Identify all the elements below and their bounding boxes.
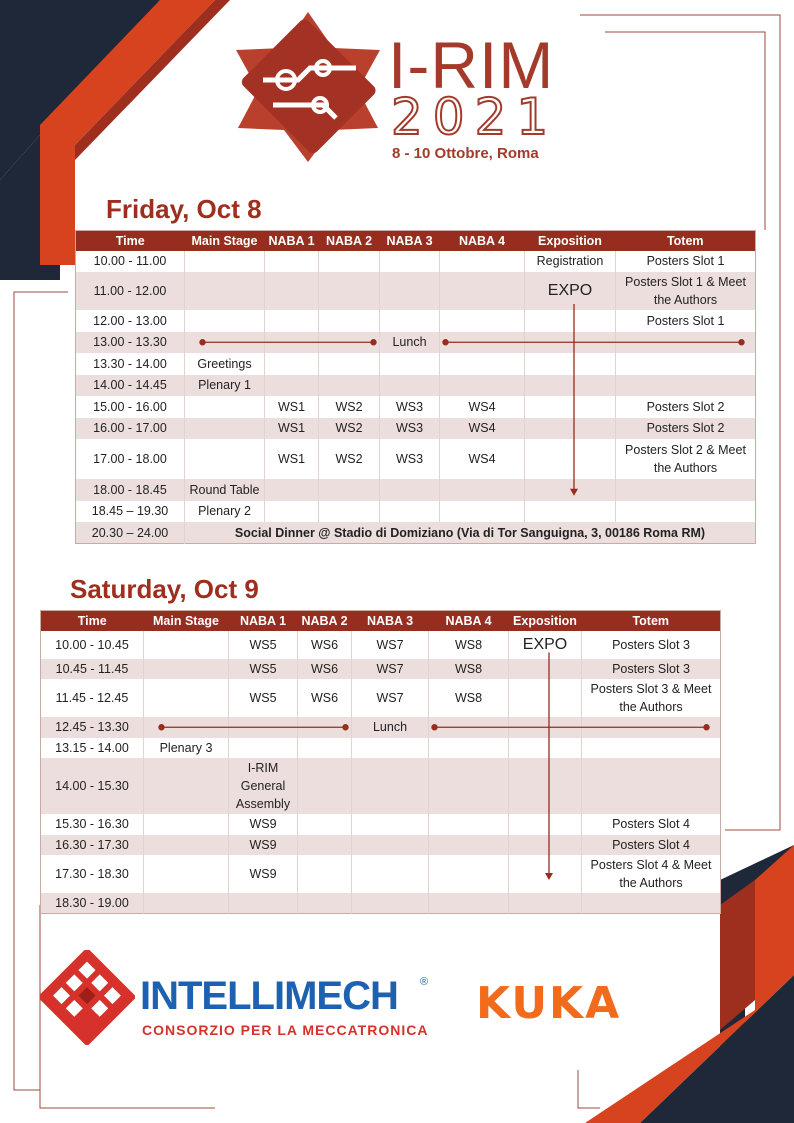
time-cell: 16.00 - 17.00 xyxy=(76,418,185,440)
session-cell: WS1 xyxy=(265,396,319,418)
session-cell: Plenary 2 xyxy=(185,501,265,523)
table-row xyxy=(41,855,721,893)
column-header-naba-1: NABA 1 xyxy=(265,231,319,251)
table-row xyxy=(41,893,721,914)
session-cell xyxy=(440,353,525,375)
table-row xyxy=(41,835,721,856)
intellimech-registered-mark: ® xyxy=(420,976,429,988)
session-cell xyxy=(380,310,440,332)
exposition-cell xyxy=(525,375,616,397)
table-row xyxy=(41,738,721,759)
table-row xyxy=(41,679,721,717)
exposition-cell xyxy=(525,353,616,375)
totem-cell xyxy=(616,501,756,523)
session-cell: Plenary 1 xyxy=(185,375,265,397)
time-cell: 13.30 - 14.00 xyxy=(76,353,185,375)
session-cell xyxy=(265,479,319,501)
empty-cell xyxy=(509,717,582,738)
table-row xyxy=(41,814,721,835)
column-header-naba-3: NABA 3 xyxy=(352,611,429,631)
time-cell: 12.45 - 13.30 xyxy=(41,717,144,738)
column-header-main-stage: Main Stage xyxy=(144,611,229,631)
exposition-cell xyxy=(509,659,582,680)
session-cell xyxy=(185,272,265,310)
session-cell xyxy=(144,631,229,659)
session-cell xyxy=(380,272,440,310)
time-cell: 14.00 - 15.30 xyxy=(41,758,144,814)
friday-title: Friday, Oct 8 xyxy=(106,194,262,224)
empty-cell xyxy=(525,332,616,354)
time-cell: 14.00 - 14.45 xyxy=(76,375,185,397)
exposition-cell xyxy=(525,439,616,479)
session-cell xyxy=(229,738,298,759)
session-cell xyxy=(265,310,319,332)
time-cell: 10.00 - 10.45 xyxy=(41,631,144,659)
column-header-naba-2: NABA 2 xyxy=(298,611,352,631)
empty-cell xyxy=(616,332,756,354)
table-row xyxy=(76,522,756,544)
table-row xyxy=(76,375,756,397)
time-cell: 18.00 - 18.45 xyxy=(76,479,185,501)
session-cell: WS5 xyxy=(229,631,298,659)
time-cell: 13.00 - 13.30 xyxy=(76,332,185,354)
time-cell: 18.30 - 19.00 xyxy=(41,893,144,914)
exposition-cell xyxy=(525,310,616,332)
empty-cell xyxy=(265,332,319,354)
totem-cell: Posters Slot 1 xyxy=(616,251,756,273)
totem-cell xyxy=(616,353,756,375)
session-cell xyxy=(440,272,525,310)
session-cell xyxy=(429,855,509,893)
session-cell: WS9 xyxy=(229,855,298,893)
totem-cell: Posters Slot 4 xyxy=(582,835,721,856)
session-cell: WS4 xyxy=(440,418,525,440)
column-header-naba-2: NABA 2 xyxy=(319,231,380,251)
session-cell: Round Table xyxy=(185,479,265,501)
column-header-totem: Totem xyxy=(582,611,721,631)
exposition-cell xyxy=(509,679,582,717)
time-cell: 11.00 - 12.00 xyxy=(76,272,185,310)
exposition-cell: Registration xyxy=(525,251,616,273)
session-cell xyxy=(265,353,319,375)
exposition-cell: EXPO xyxy=(509,631,582,659)
table-row xyxy=(76,479,756,501)
session-cell: WS3 xyxy=(380,418,440,440)
session-cell xyxy=(265,272,319,310)
exposition-cell xyxy=(509,893,582,914)
exposition-cell xyxy=(509,835,582,856)
empty-cell xyxy=(144,717,229,738)
exposition-cell xyxy=(525,418,616,440)
logo-year: 2021 xyxy=(391,88,559,146)
session-cell: WS6 xyxy=(298,631,352,659)
time-cell: 10.45 - 11.45 xyxy=(41,659,144,680)
session-cell xyxy=(319,251,380,273)
empty-cell xyxy=(185,332,265,354)
table-row xyxy=(76,353,756,375)
session-cell xyxy=(440,310,525,332)
session-cell xyxy=(380,479,440,501)
session-cell xyxy=(429,758,509,814)
session-cell xyxy=(352,893,429,914)
table-row xyxy=(41,717,721,738)
totem-cell xyxy=(616,479,756,501)
session-cell: WS9 xyxy=(229,814,298,835)
event-span-cell: Social Dinner @ Stadio di Domiziano (Via di Tor Sanguigna, 3, 00186 Roma RM) xyxy=(185,522,756,544)
session-cell: WS5 xyxy=(229,679,298,717)
lunch-label: Lunch xyxy=(380,332,440,354)
table-header-row xyxy=(41,611,721,631)
column-header-totem: Totem xyxy=(616,231,756,251)
time-cell: 17.00 - 18.00 xyxy=(76,439,185,479)
session-cell: WS6 xyxy=(298,679,352,717)
session-cell: I-RIM General Assembly xyxy=(229,758,298,814)
session-cell xyxy=(185,251,265,273)
session-cell xyxy=(144,679,229,717)
session-cell xyxy=(144,659,229,680)
session-cell: WS7 xyxy=(352,659,429,680)
time-cell: 18.45 – 19.30 xyxy=(76,501,185,523)
session-cell xyxy=(429,738,509,759)
table-row xyxy=(76,501,756,523)
session-cell xyxy=(352,738,429,759)
empty-cell xyxy=(298,717,352,738)
session-cell xyxy=(229,893,298,914)
saturday-title: Saturday, Oct 9 xyxy=(70,574,259,604)
session-cell: Plenary 3 xyxy=(144,738,229,759)
session-cell xyxy=(298,738,352,759)
exposition-cell xyxy=(509,738,582,759)
session-cell xyxy=(429,893,509,914)
session-cell: WS3 xyxy=(380,396,440,418)
session-cell xyxy=(144,893,229,914)
session-cell xyxy=(265,375,319,397)
totem-cell xyxy=(582,893,721,914)
session-cell: WS8 xyxy=(429,659,509,680)
column-header-naba-4: NABA 4 xyxy=(440,231,525,251)
session-cell xyxy=(185,396,265,418)
table-row xyxy=(41,631,721,659)
session-cell xyxy=(298,758,352,814)
session-cell xyxy=(440,501,525,523)
session-cell: WS1 xyxy=(265,418,319,440)
kuka-logo: KUKA xyxy=(476,978,622,1029)
session-cell xyxy=(185,418,265,440)
session-cell xyxy=(352,835,429,856)
time-cell: 20.30 – 24.00 xyxy=(76,522,185,544)
empty-cell xyxy=(440,332,525,354)
logo-title: I-RIM xyxy=(388,28,555,102)
session-cell xyxy=(319,310,380,332)
time-cell: 10.00 - 11.00 xyxy=(76,251,185,273)
totem-cell: Posters Slot 2 xyxy=(616,396,756,418)
column-header-naba-1: NABA 1 xyxy=(229,611,298,631)
session-cell xyxy=(298,835,352,856)
session-cell xyxy=(352,855,429,893)
table-row xyxy=(76,332,756,354)
intellimech-logo xyxy=(40,950,440,1045)
totem-cell xyxy=(616,375,756,397)
session-cell xyxy=(144,835,229,856)
session-cell xyxy=(380,353,440,375)
session-cell xyxy=(265,501,319,523)
intellimech-subtitle: CONSORZIO PER LA MECCATRONICA xyxy=(142,1022,429,1038)
session-cell xyxy=(185,310,265,332)
table-row xyxy=(41,758,721,814)
session-cell: WS5 xyxy=(229,659,298,680)
exposition-cell xyxy=(509,855,582,893)
totem-cell: Posters Slot 2 xyxy=(616,418,756,440)
totem-cell: Posters Slot 2 & Meet the Authors xyxy=(616,439,756,479)
session-cell: WS2 xyxy=(319,418,380,440)
time-cell: 16.30 - 17.30 xyxy=(41,835,144,856)
session-cell xyxy=(352,814,429,835)
time-cell: 13.15 - 14.00 xyxy=(41,738,144,759)
friday-schedule-table xyxy=(75,230,756,544)
session-cell: WS6 xyxy=(298,659,352,680)
session-cell xyxy=(429,835,509,856)
session-cell xyxy=(319,479,380,501)
totem-cell: Posters Slot 1 & Meet the Authors xyxy=(616,272,756,310)
column-header-time: Time xyxy=(41,611,144,631)
table-row xyxy=(76,439,756,479)
exposition-cell: EXPO xyxy=(525,272,616,310)
exposition-cell xyxy=(509,758,582,814)
column-header-naba-4: NABA 4 xyxy=(429,611,509,631)
session-cell xyxy=(298,893,352,914)
session-cell xyxy=(319,272,380,310)
column-header-time: Time xyxy=(76,231,185,251)
lunch-label: Lunch xyxy=(352,717,429,738)
totem-cell xyxy=(582,738,721,759)
logo-date: 8 - 10 Ottobre, Roma xyxy=(392,145,539,162)
session-cell xyxy=(144,855,229,893)
time-cell: 15.00 - 16.00 xyxy=(76,396,185,418)
session-cell xyxy=(380,501,440,523)
session-cell: WS7 xyxy=(352,631,429,659)
column-header-main-stage: Main Stage xyxy=(185,231,265,251)
totem-cell: Posters Slot 3 xyxy=(582,631,721,659)
session-cell xyxy=(185,439,265,479)
session-cell: Greetings xyxy=(185,353,265,375)
session-cell xyxy=(319,501,380,523)
event-logo xyxy=(228,10,558,165)
session-cell xyxy=(440,251,525,273)
session-cell xyxy=(380,375,440,397)
session-cell: WS2 xyxy=(319,439,380,479)
session-cell xyxy=(298,855,352,893)
empty-cell xyxy=(582,717,721,738)
session-cell xyxy=(380,251,440,273)
session-cell xyxy=(265,251,319,273)
table-row xyxy=(41,659,721,680)
session-cell xyxy=(144,758,229,814)
intellimech-mark-icon xyxy=(40,950,135,1045)
column-header-exposition: Exposition xyxy=(525,231,616,251)
session-cell xyxy=(440,479,525,501)
saturday-schedule-table xyxy=(40,610,721,914)
table-header-row xyxy=(76,231,756,251)
session-cell xyxy=(429,814,509,835)
exposition-cell xyxy=(525,501,616,523)
table-row xyxy=(76,310,756,332)
session-cell: WS4 xyxy=(440,396,525,418)
session-cell xyxy=(319,353,380,375)
session-cell xyxy=(319,375,380,397)
circuit-logo-icon xyxy=(228,10,388,165)
time-cell: 17.30 - 18.30 xyxy=(41,855,144,893)
session-cell xyxy=(352,758,429,814)
time-cell: 15.30 - 16.30 xyxy=(41,814,144,835)
session-cell: WS4 xyxy=(440,439,525,479)
table-row xyxy=(76,396,756,418)
totem-cell: Posters Slot 3 xyxy=(582,659,721,680)
empty-cell xyxy=(429,717,509,738)
empty-cell xyxy=(229,717,298,738)
totem-cell: Posters Slot 4 & Meet the Authors xyxy=(582,855,721,893)
session-cell: WS2 xyxy=(319,396,380,418)
exposition-cell xyxy=(509,814,582,835)
column-header-naba-3: NABA 3 xyxy=(380,231,440,251)
table-row xyxy=(76,251,756,273)
session-cell: WS8 xyxy=(429,631,509,659)
time-cell: 11.45 - 12.45 xyxy=(41,679,144,717)
session-cell: WS8 xyxy=(429,679,509,717)
table-row xyxy=(76,418,756,440)
session-cell xyxy=(144,814,229,835)
intellimech-name: INTELLIMECH xyxy=(140,974,398,1018)
totem-cell xyxy=(582,758,721,814)
column-header-exposition: Exposition xyxy=(509,611,582,631)
session-cell: WS9 xyxy=(229,835,298,856)
session-cell xyxy=(440,375,525,397)
totem-cell: Posters Slot 3 & Meet the Authors xyxy=(582,679,721,717)
empty-cell xyxy=(319,332,380,354)
totem-cell: Posters Slot 4 xyxy=(582,814,721,835)
exposition-cell xyxy=(525,396,616,418)
session-cell: WS3 xyxy=(380,439,440,479)
exposition-cell xyxy=(525,479,616,501)
table-row xyxy=(76,272,756,310)
totem-cell: Posters Slot 1 xyxy=(616,310,756,332)
time-cell: 12.00 - 13.00 xyxy=(76,310,185,332)
session-cell xyxy=(298,814,352,835)
session-cell: WS1 xyxy=(265,439,319,479)
session-cell: WS7 xyxy=(352,679,429,717)
